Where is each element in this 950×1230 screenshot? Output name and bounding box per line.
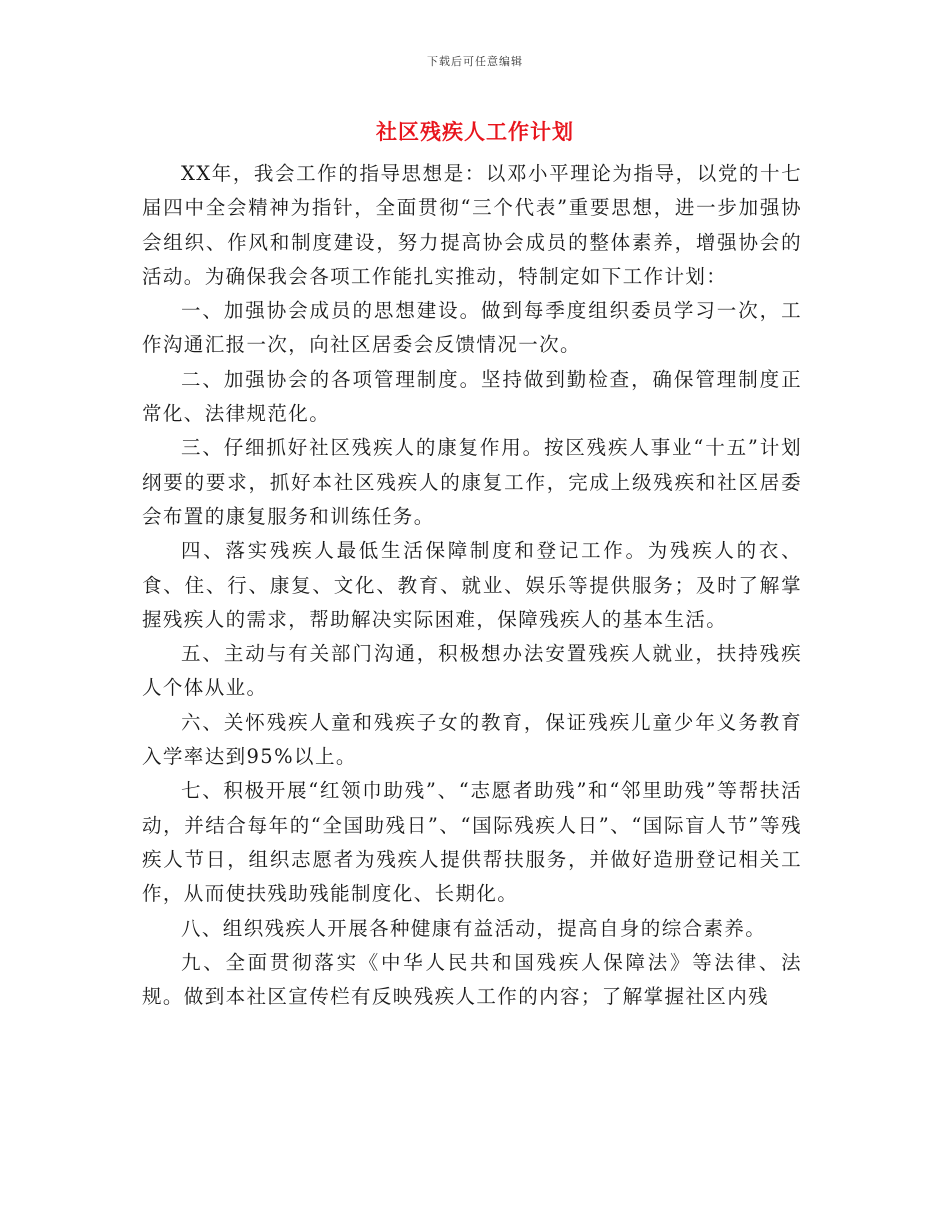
paragraph-item-7: 七、积极开展“红领巾助残”、“志愿者助残”和“邻里助残”等帮扶活动，并结合每年的“全国助残日”、“国际残疾人日”、“国际盲人节”等残疾人节日，组织志愿者为残疾人提供帮扶服务，并做好造册登记相关工作，从而使扶残助残能制度化、长期化。 [142, 779, 802, 906]
paragraph-item-5: 五、主动与有关部门沟通，积极想办法安置残疾人就业，扶持残疾人个体从业。 [142, 642, 802, 700]
document-body [142, 157, 802, 1014]
page-header-note: 下载后可任意编辑 [427, 55, 523, 68]
document-title: 社区残疾人工作计划 [376, 119, 574, 144]
paragraph-item-6: 六、关怀残疾人童和残疾子女的教育，保证残疾儿童少年义务教育入学率达到95%以上。 [142, 710, 802, 769]
paragraph-item-8: 八、组织残疾人开展各种健康有益活动，提高自身的综合素养。 [181, 916, 767, 940]
paragraph-item-2: 二、加强协会的各项管理制度。坚持做到勤检查，确保管理制度正常化、法律规范化。 [142, 367, 802, 426]
paragraph-intro: XX年，我会工作的指导思想是：以邓小平理论为指导，以党的十七届四中全会精神为指针，全面贯彻“三个代表”重要思想，进一步加强协会组织、作风和制度建设，努力提高协会成员的整体素养，增强协会的活动。为确保我会各项工作能扎实推动，特制定如下工作计划： [142, 162, 802, 288]
paragraph-item-3: 三、仔细抓好社区残疾人的康复作用。按区残疾人事业“十五”计划纲要的要求，抓好本社区残疾人的康复工作，完成上级残疾和社区居委会布置的康复服务和训练任务。 [142, 436, 802, 528]
paragraph-item-1: 一、加强协会成员的思想建设。做到每季度组织委员学习一次，工作沟通汇报一次，向社区居委会反馈情况一次。 [142, 299, 802, 357]
paragraph-item-9: 九、全面贯彻落实《中华人民共和国残疾人保障法》等法律、法规。做到本社区宣传栏有反映残疾人工作的内容；了解掌握社区内残 [142, 950, 802, 1009]
paragraph-item-4: 四、落实残疾人最低生活保障制度和登记工作。为残疾人的衣、食、住、行、康复、文化、教育、就业、娱乐等提供服务；及时了解掌握残疾人的需求，帮助解决实际困难，保障残疾人的基本生活。 [142, 539, 802, 631]
